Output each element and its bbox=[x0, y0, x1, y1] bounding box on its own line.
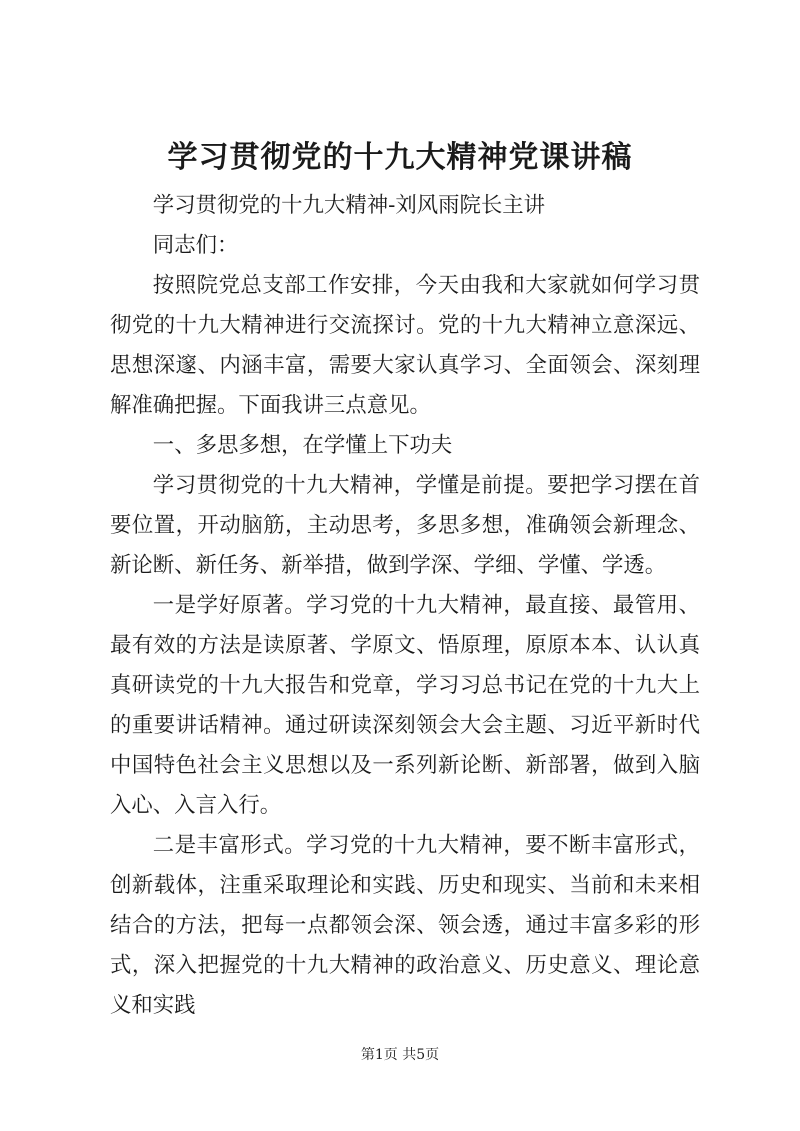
salutation: 同志们： bbox=[152, 233, 239, 258]
document-title: 学习贯彻党的十九大精神党课讲稿 bbox=[167, 140, 633, 175]
paragraph-intro: 按照院党总支部工作安排，今天由我和大家就如何学习贯彻党的十九大精神进行交流探讨。党的十九大精神立意深远、思想深邃、内涵丰富，需要大家认真学习、全面领会、深刻理解准确把握。下面我讲三点意见。 bbox=[110, 273, 700, 418]
section-heading-1: 一、多思多想，在学懂上下功夫 bbox=[152, 433, 453, 458]
paragraph-point-1: 一是学好原著。学习党的十九大精神，最直接、最管用、最有效的方法是读原著、学原文、悟原理，原原本本、认认真真研读党的十九大报告和党章，学习习总书记在党的十九大上的重要讲话精神。通过研读深刻领会大会主题、习近平新时代中国特色社会主义思想以及一系列新论断、新部署，做到入脑入心、入言入行。 bbox=[110, 593, 700, 818]
page-number: 第1页 共5页 bbox=[360, 1047, 440, 1063]
paragraph-point-2: 二是丰富形式。学习党的十九大精神，要不断丰富形式，创新载体，注重采取理论和实践、历史和现实、当前和未来相结合的方法，把每一点都领会深、领会透，通过丰富多彩的形式，深入把握党的十九大精神的政治意义、历史意义、理论意义和实践 bbox=[110, 833, 700, 1018]
subtitle-line: 学习贯彻党的十九大精神-刘风雨院长主讲 bbox=[152, 193, 546, 218]
document-body bbox=[110, 186, 700, 1026]
paragraph-section-1: 学习贯彻党的十九大精神，学懂是前提。要把学习摆在首要位置，开动脑筋，主动思考，多思多想，准确领会新理念、新论断、新任务、新举措，做到学深、学细、学懂、学透。 bbox=[110, 473, 700, 578]
